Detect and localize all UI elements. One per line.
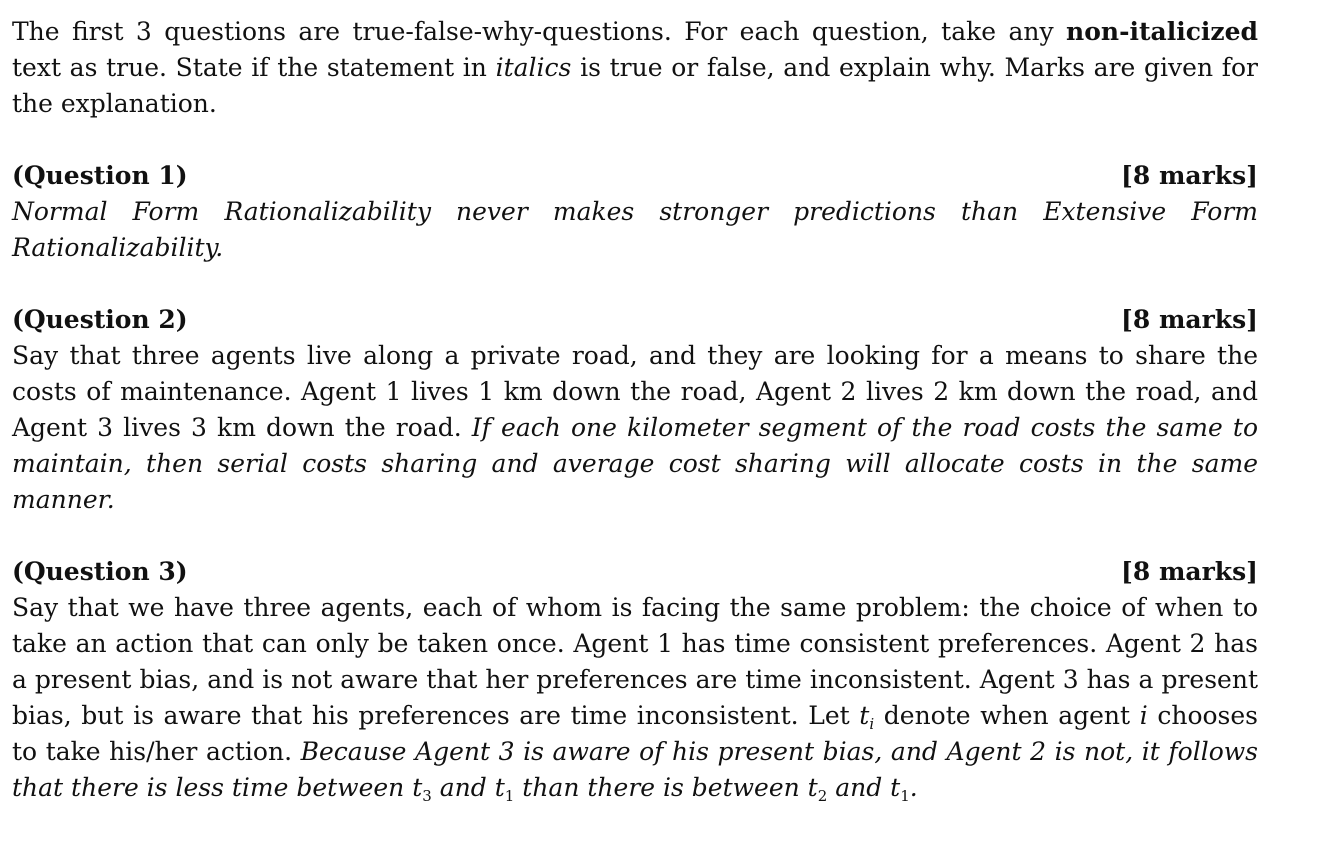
intro-text-3: is true or false, and explain why. Marks are given for the explanation. [12,53,1258,118]
intro-text-2: text as true. State if the statement in [12,53,496,82]
question-2-body [12,338,1258,518]
question-3-statement-d: and [827,773,891,802]
question-3-marks: [8 marks] [1121,557,1258,586]
question-3-statement-a: Because Agent 3 is aware of his present bias, and Agent 2 is not, it follows that there is less time between [12,737,1258,802]
var-t1: t [494,773,505,802]
sub-i: i [869,715,875,733]
question-3-context-b: denote when agent [874,701,1140,730]
question-2 [12,302,1258,518]
question-1-body [12,194,1258,266]
question-3-context-c: chooses to take his/her action. [12,701,1259,766]
question-3-statement-e: . [909,773,918,802]
question-1 [12,158,1258,266]
question-3-body [12,590,1258,806]
var-t3: t [412,773,423,802]
question-2-header [12,302,1258,338]
intro-text-1: The first 3 questions are true-false-why-questions. For each question, take any [12,17,1067,46]
instructions-paragraph [12,14,1258,122]
question-2-marks: [8 marks] [1121,305,1258,334]
question-2-context: Say that three agents live along a private road, and they are looking for a means to share the costs of maintenance. Agent 1 lives 1 km down the road, Agent 2 lives 2 km down the road, and Agent 3 lives 3 km down the road. [12,341,1258,442]
question-3-context-a: Say that we have three agents, each of whom is facing the same problem: the choice of when to take an action that can only be taken once. Agent 1 has time consistent preferences. Agent 2 has a present bias, and is not aware that her preferences are time inconsistent. Agent 3 has a present bias, but is aware that his preferences are time inconsistent. Let [12,593,1258,730]
var-i: i [1139,701,1148,730]
question-1-title: (Question 1) [12,161,188,190]
sub-1-second: 1 [900,787,910,805]
question-3-statement-b: and [431,773,495,802]
exam-page [12,14,1258,842]
sub-1: 1 [504,787,515,805]
question-3-title: (Question 3) [12,557,188,586]
question-3-header [12,554,1258,590]
intro-bold-text: non-italicized [1066,17,1258,46]
question-2-statement: If each one kilometer segment of the road costs the same to maintain, then serial costs sharing and average cost sharing will allocate costs in the same manner. [12,413,1258,514]
sub-2: 2 [817,787,828,805]
var-t: t [859,701,870,730]
intro-italic-text: italics [495,53,572,82]
question-3-statement-c: than there is between [514,773,808,802]
question-1-statement: Normal Form Rationalizability never makes stronger predictions than Extensive Form Rationalizability. [12,197,1258,262]
var-t2: t [807,773,818,802]
var-t1-second: t [890,773,901,802]
question-1-header [12,158,1258,194]
sub-3: 3 [422,787,432,805]
question-3 [12,554,1258,806]
question-1-marks: [8 marks] [1121,161,1258,190]
question-2-title: (Question 2) [12,305,188,334]
